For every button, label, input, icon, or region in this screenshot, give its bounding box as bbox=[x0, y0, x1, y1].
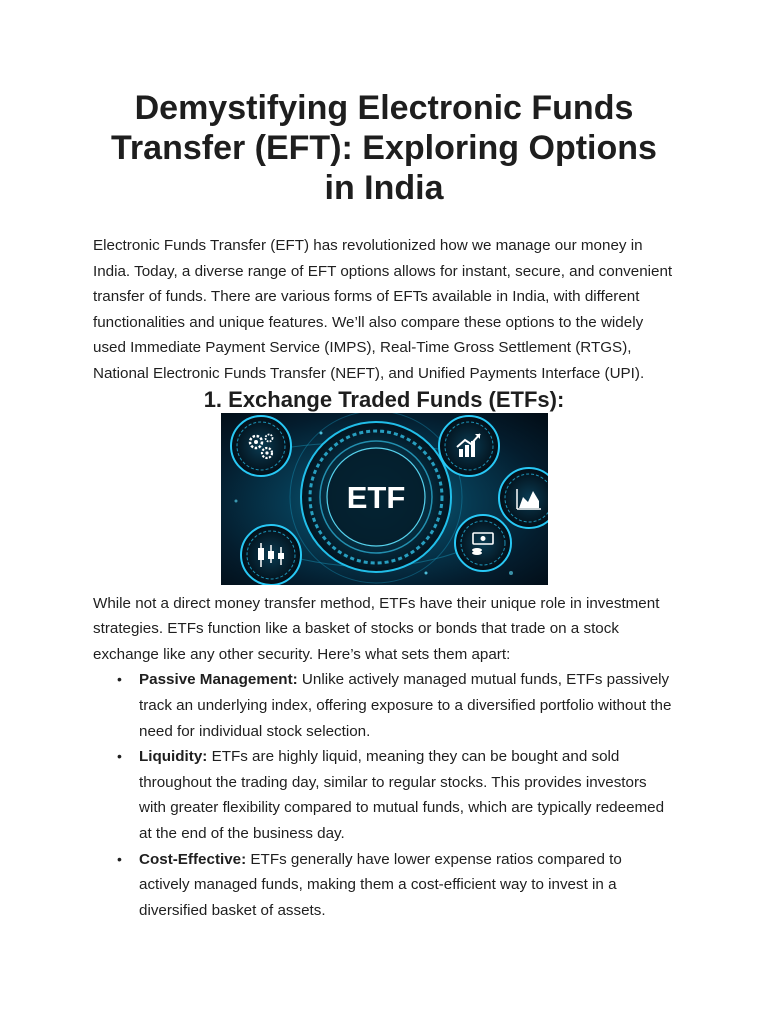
list-item bbox=[117, 847, 675, 924]
etf-graphic bbox=[221, 413, 548, 585]
list-item bbox=[117, 667, 675, 744]
etf-feature-list bbox=[93, 667, 675, 923]
intro-paragraph: Electronic Funds Transfer (EFT) has revolutionized how we manage our money in India. Today, a diverse range of EFT options allows for instant, secure, and convenient transfer of funds. There are various forms of EFTs available in India, with different functionalities and unique features. We’ll also compare these options to the widely used Immediate Payment Service (IMPS), Real-Time Gross Settlement (RTGS), National Electronic Funds Transfer (NEFT), and Unified Payments Interface (UPI). bbox=[93, 237, 673, 382]
bullet-icon: • bbox=[117, 748, 122, 765]
list-item bbox=[117, 744, 675, 846]
list-item-text: ETFs are highly liquid, meaning they can be bought and sold throughout the trading day, similar to regular stocks. This provides investors with greater flexibility compared to mutual funds, which are typically redeemed at the end of the business day. bbox=[139, 748, 665, 842]
etf-intro-paragraph: While not a direct money transfer method, ETFs have their unique role in investment strategies. ETFs function like a basket of stocks or bonds that trade on a stock exchange like any other security. Here’s what sets them apart: bbox=[93, 594, 660, 663]
etf-center-label bbox=[346, 480, 405, 515]
list-item-term: Liquidity: bbox=[139, 748, 208, 766]
list-item-term: Passive Management: bbox=[139, 671, 298, 689]
section-heading-etfs: 1. Exchange Traded Funds (ETFs): bbox=[203, 386, 565, 412]
bullet-icon: • bbox=[117, 850, 122, 867]
list-item-text: ETFs generally have lower expense ratios compared to actively managed funds, making them a cost-efficient way to invest in a diversified basket of assets. bbox=[139, 850, 622, 919]
etf-figure-wrap bbox=[93, 413, 675, 585]
gear-icon bbox=[231, 416, 291, 476]
list-item-text: Unlike actively managed mutual funds, ETFs passively track an underlying index, offering exposure to a diversified portfolio without the need for individual stock selection. bbox=[139, 671, 672, 740]
bullet-icon: • bbox=[117, 671, 122, 688]
money-icon bbox=[455, 515, 511, 571]
candlestick-chart-icon bbox=[241, 525, 301, 585]
area-chart-icon bbox=[499, 468, 548, 528]
list-item-term: Cost-Effective: bbox=[139, 850, 247, 868]
etf-illustration bbox=[221, 413, 548, 585]
growth-chart-icon bbox=[439, 416, 499, 476]
etf-label-text: ETF bbox=[346, 479, 405, 515]
article-title: Demystifying Electronic Funds Transfer (EFT): Exploring Options in India bbox=[111, 89, 657, 207]
